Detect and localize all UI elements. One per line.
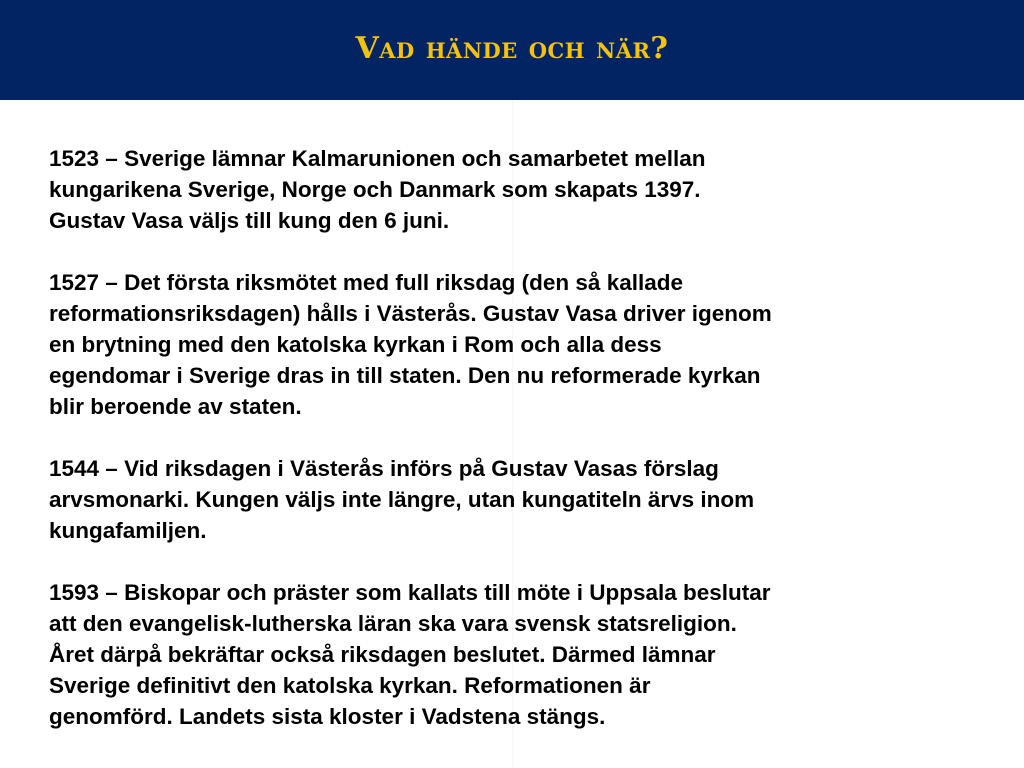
paragraph-1523: [49, 143, 1009, 236]
text-line: 1523 – Sverige lämnar Kalmarunionen och samarbetet mellan: [49, 146, 706, 171]
text-line: Året därpå bekräftar också riksdagen beslutet. Därmed lämnar: [49, 642, 716, 667]
text-line: en brytning med den katolska kyrkan i Rom och alla dess: [49, 332, 662, 357]
paragraph-1593: [49, 577, 1009, 732]
text-line: kungafamiljen.: [49, 518, 207, 543]
text-line: att den evangelisk-lutherska läran ska vara svensk statsreligion.: [49, 611, 737, 636]
text-line: 1527 – Det första riksmötet med full riksdag (den så kallade: [49, 270, 683, 295]
slide-body: [49, 143, 1009, 732]
text-line: arvsmonarki. Kungen väljs inte längre, utan kungatiteln ärvs inom: [49, 487, 755, 512]
title-bar: [0, 0, 1024, 100]
text-line: reformationsriksdagen) hålls i Västerås. Gustav Vasa driver igenom: [49, 301, 772, 326]
text-line: blir beroende av staten.: [49, 394, 302, 419]
text-line: Sverige definitivt den katolska kyrkan. Reformationen är: [49, 673, 651, 698]
text-line: 1544 – Vid riksdagen i Västerås införs på Gustav Vasas förslag: [49, 456, 719, 481]
paragraph-1544: [49, 453, 1009, 546]
paragraph-1527: [49, 267, 1009, 422]
text-line: genomförd. Landets sista kloster i Vadstena stängs.: [49, 704, 606, 729]
text-line: Gustav Vasa väljs till kung den 6 juni.: [49, 208, 450, 233]
slide-title: Vad hände och när?: [355, 31, 669, 66]
text-line: egendomar i Sverige dras in till staten. Den nu reformerade kyrkan: [49, 363, 761, 388]
text-line: 1593 – Biskopar och präster som kallats till möte i Uppsala beslutar: [49, 580, 771, 605]
text-line: kungarikena Sverige, Norge och Danmark som skapats 1397.: [49, 177, 701, 202]
